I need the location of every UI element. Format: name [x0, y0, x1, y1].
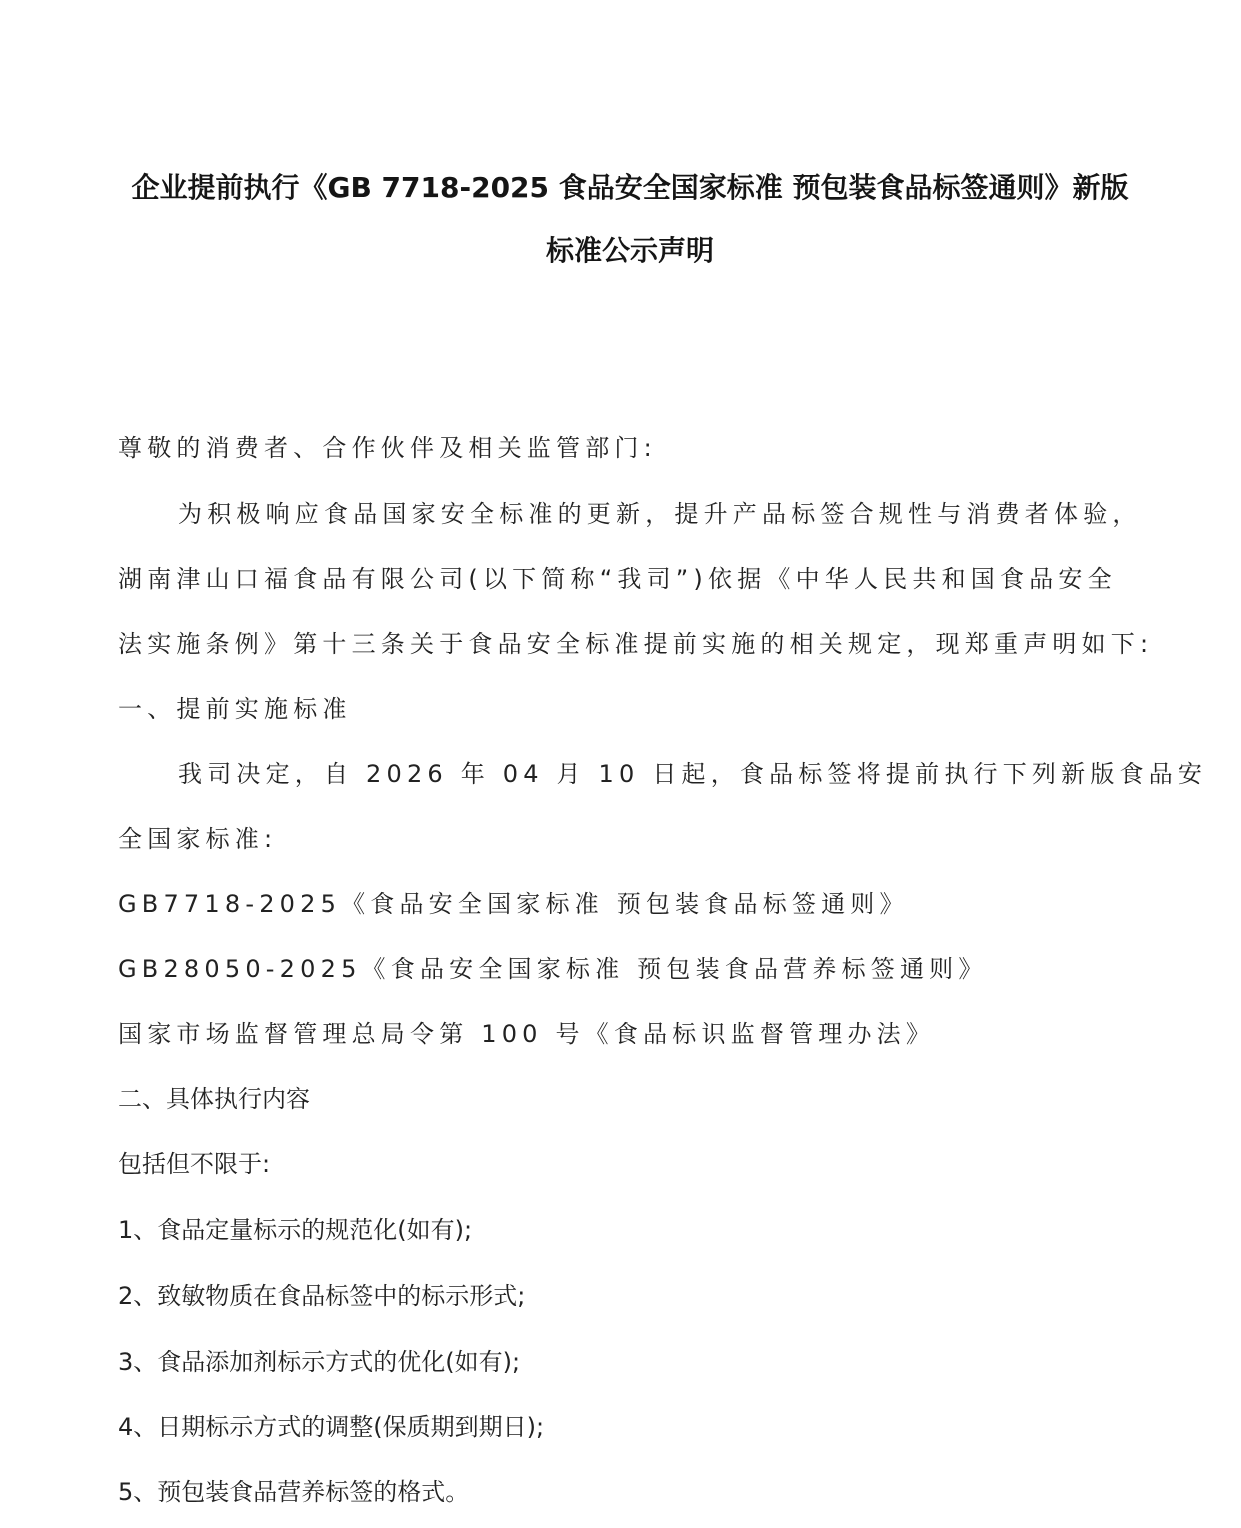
- section-1-body-line-1: 我司决定，自 2026 年 04 月 10 日起，食品标签将提前执行下列新版食品安: [178, 760, 1208, 788]
- list-item: 3、食品添加剂标示方式的优化(如有);: [118, 1348, 521, 1376]
- section-1-heading: 一、提前实施标准: [118, 695, 352, 723]
- intro-paragraph-line-1: 为积极响应食品国家安全标准的更新，提升产品标签合规性与消费者体验，: [178, 500, 1142, 528]
- standard-item: GB28050-2025《食品安全国家标准 预包装食品营养标签通则》: [118, 955, 988, 983]
- standard-item: GB7718-2025《食品安全国家标准 预包装食品标签通则》: [118, 890, 909, 918]
- section-2-heading: 二、具体执行内容: [118, 1085, 310, 1113]
- section-2-lead: 包括但不限于:: [118, 1150, 271, 1178]
- standard-item: 国家市场监督管理总局令第 100 号《食品标识监督管理办法》: [118, 1020, 936, 1048]
- intro-paragraph-line-3: 法实施条例》第十三条关于食品安全标准提前实施的相关规定，现郑重声明如下:: [118, 630, 1154, 658]
- list-item: 2、致敏物质在食品标签中的标示形式;: [118, 1282, 526, 1310]
- document-title-line-2: 标准公示声明: [545, 234, 714, 267]
- intro-paragraph-line-2: 湖南津山口福食品有限公司(以下简称“我司”)依据《中华人民共和国食品安全: [118, 565, 1117, 593]
- document-title-line-1: 企业提前执行《GB 7718-2025 食品安全国家标准 预包装食品标签通则》新版: [131, 171, 1129, 204]
- list-item: 5、预包装食品营养标签的格式。: [118, 1478, 470, 1506]
- list-item: 4、日期标示方式的调整(保质期到期日);: [118, 1413, 545, 1441]
- salutation: 尊敬的消费者、合作伙伴及相关监管部门:: [118, 434, 657, 462]
- section-1-body-line-2: 全国家标准:: [118, 825, 278, 853]
- list-item: 1、食品定量标示的规范化(如有);: [118, 1216, 473, 1244]
